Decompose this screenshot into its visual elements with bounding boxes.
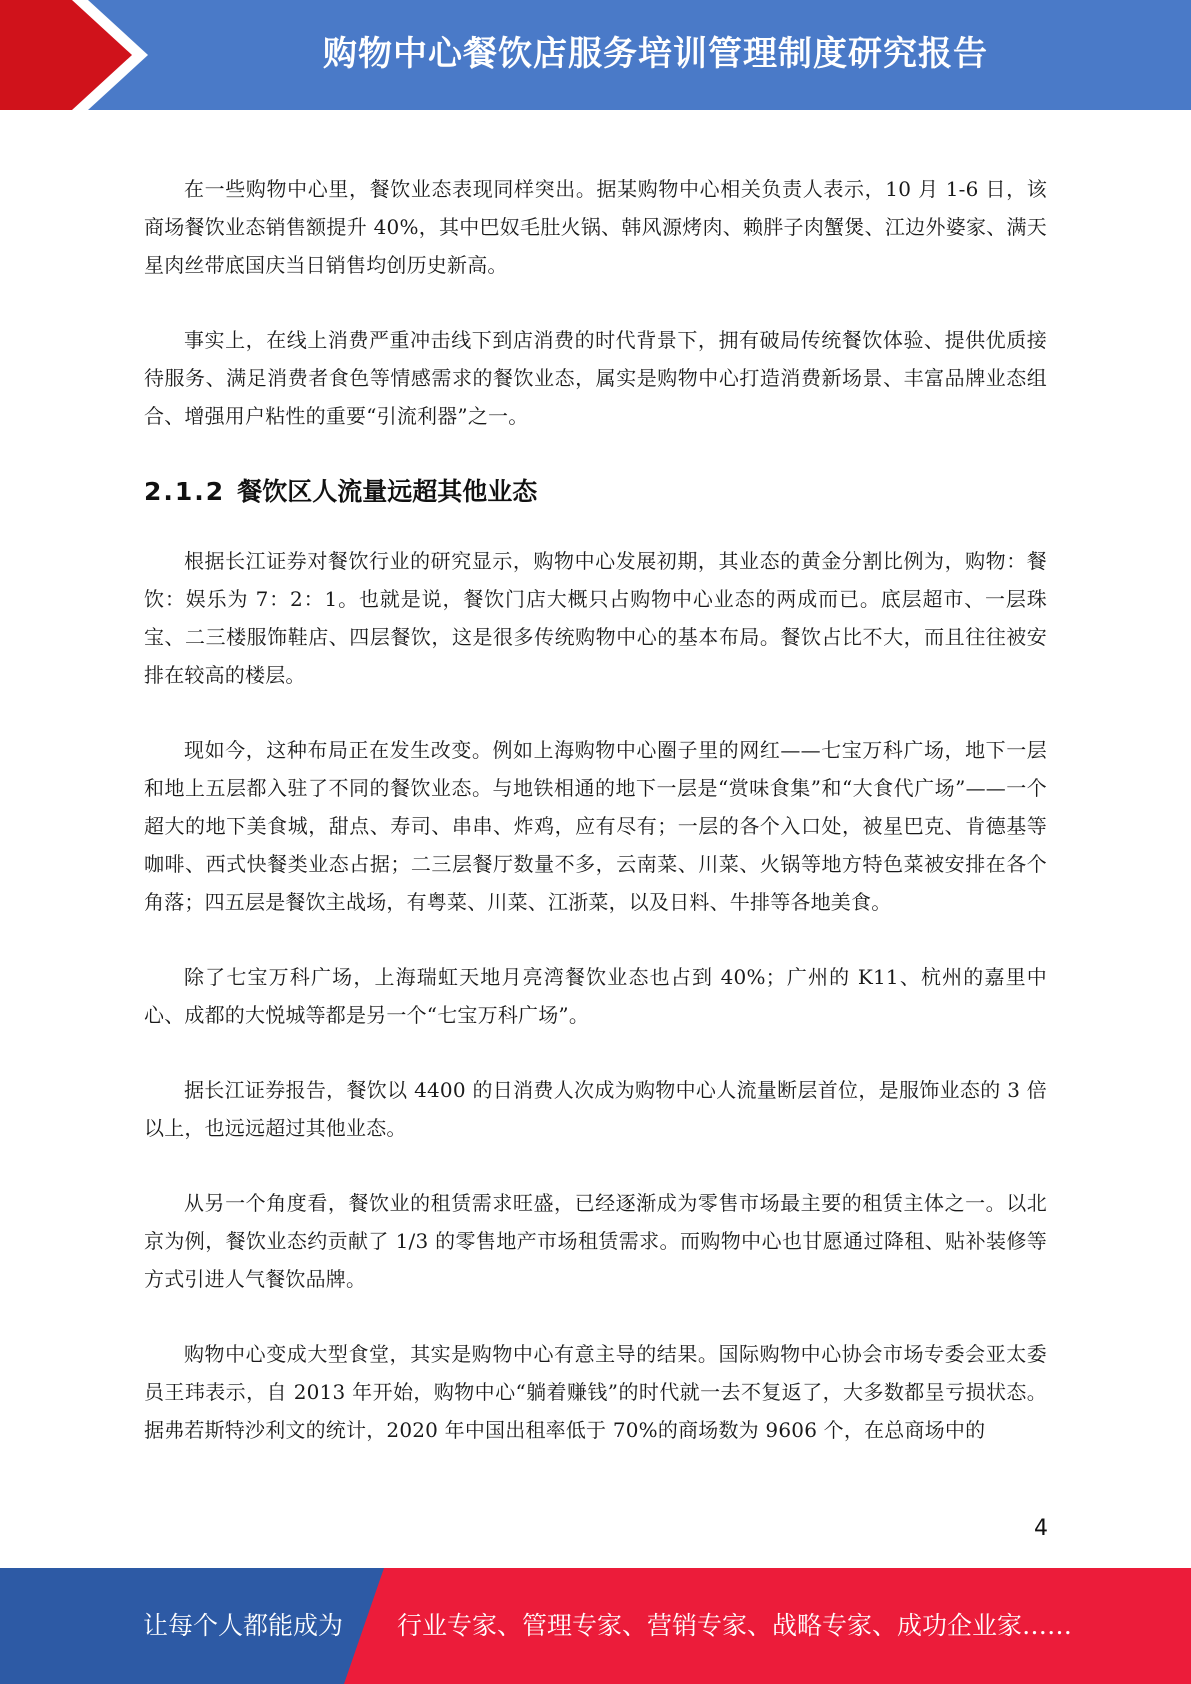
paragraph: 根据长江证券对餐饮行业的研究显示，购物中心发展初期，其业态的黄金分割比例为，购物：餐饮：娱乐为 7：2：1。也就是说，餐饮门店大概只占购物中心业态的两成而已。底层超市、一层珠宝、二三楼服饰鞋店、四层餐饮，这是很多传统购物中心的基本布局。餐饮占比不大，而且往往被安排在较高的楼层。 xyxy=(144,549,1047,687)
paragraph: 现如今，这种布局正在发生改变。例如上海购物中心圈子里的网红——七宝万科广场，地下一层和地上五层都入驻了不同的餐饮业态。与地铁相通的地下一层是“赏味食集”和“大食代广场”——一个超大的地下美食城，甜点、寿司、串串、炸鸡，应有尽有；一层的各个入口处，被星巴克、肯德基等咖啡、西式快餐类业态占据；二三层餐厅数量不多，云南菜、川菜、火锅等地方特色菜被安排在各个角落；四五层是餐饮主战场，有粤菜、川菜、江浙菜，以及日料、牛排等各地美食。 xyxy=(144,738,1047,914)
paragraph: 事实上，在线上消费严重冲击线下到店消费的时代背景下，拥有破局传统餐饮体验、提供优质接待服务、满足消费者食色等情感需求的餐饮业态，属实是购物中心打造消费新场景、丰富品牌业态组合、增强用户粘性的重要“引流利器”之一。 xyxy=(144,328,1047,428)
paragraph: 据长江证券报告，餐饮以 4400 的日消费人次成为购物中心人流量断层首位，是服饰业态的 3 倍以上，也远远超过其他业态。 xyxy=(144,1078,1047,1140)
footer-slogan-right: 行业专家、管理专家、营销专家、战略专家、成功企业家…… xyxy=(397,1611,1073,1640)
paragraph: 在一些购物中心里，餐饮业态表现同样突出。据某购物中心相关负责人表示，10 月 1-6 日，该商场餐饮业态销售额提升 40%，其中巴奴毛肚火锅、韩风源烤肉、赖胖子肉蟹煲、江边外婆家、满天星肉丝带底国庆当日销售均创历史新高。 xyxy=(144,177,1047,277)
paragraph: 从另一个角度看，餐饮业的租赁需求旺盛，已经逐渐成为零售市场最主要的租赁主体之一。以北京为例，餐饮业态约贡献了 1/3 的零售地产市场租赁需求。而购物中心也甘愿通过降租、贴补装修等方式引进人气餐饮品牌。 xyxy=(144,1191,1047,1291)
page-header-banner xyxy=(0,0,1191,110)
paragraph: 除了七宝万科广场，上海瑞虹天地月亮湾餐饮业态也占到 40%；广州的 K11、杭州的嘉里中心、成都的大悦城等都是另一个“七宝万科广场”。 xyxy=(144,965,1047,1027)
report-title: 购物中心餐饮店服务培训管理制度研究报告 xyxy=(323,34,988,74)
footer-slogan-left: 让每个人都能成为 xyxy=(143,1611,344,1640)
section-heading xyxy=(144,472,1047,512)
page-number: 4 xyxy=(1034,1516,1048,1541)
section-title: 餐饮区人流量远超其他业态 xyxy=(237,477,538,506)
page-body xyxy=(144,170,1047,1486)
section-number: 2.1.2 xyxy=(144,477,226,506)
paragraph: 购物中心变成大型食堂，其实是购物中心有意主导的结果。国际购物中心协会市场专委会亚太委员王玮表示，自 2013 年开始，购物中心“躺着赚钱”的时代就一去不复返了，大多数都呈亏损状态。据弗若斯特沙利文的统计，2020 年中国出租率低于 70%的商场数为 9606 个，在总商场中的 xyxy=(144,1342,1047,1442)
page-footer-banner xyxy=(0,1568,1191,1684)
